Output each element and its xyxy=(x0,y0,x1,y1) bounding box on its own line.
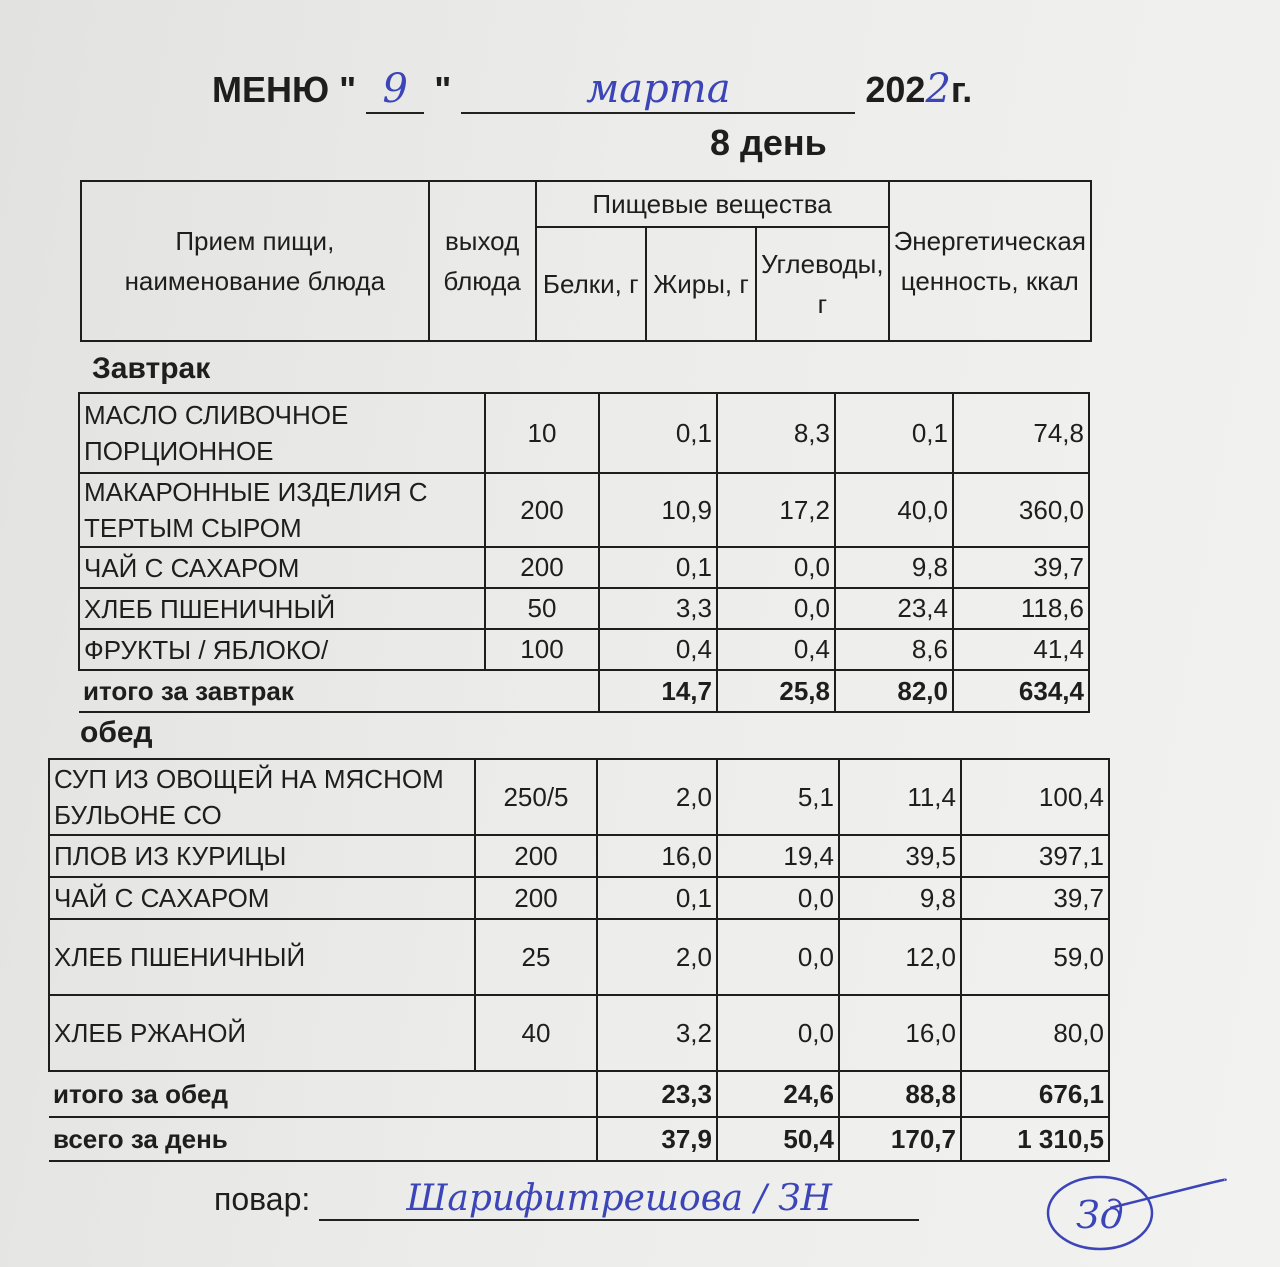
dish-protein: 3,3 xyxy=(599,588,717,629)
dish-protein: 0,4 xyxy=(599,629,717,670)
dish-name: ХЛЕБ ПШЕНИЧНЫЙ xyxy=(79,588,485,629)
quote-close: " xyxy=(434,69,452,110)
dish-yield: 40 xyxy=(475,995,597,1071)
year-handwritten: 2 xyxy=(925,66,951,112)
cook-signature: Шарифитрешова / ЗН xyxy=(319,1178,919,1221)
dish-carbs: 39,5 xyxy=(839,835,961,877)
dish-name: СУП ИЗ ОВОЩЕЙ НА МЯСНОМ БУЛЬОНЕ СО xyxy=(49,759,475,835)
day-number: 8 день xyxy=(710,122,827,163)
dish-energy: 118,6 xyxy=(953,588,1089,629)
dish-fat: 0,4 xyxy=(717,629,835,670)
dish-energy: 74,8 xyxy=(953,393,1089,473)
day-total-label: всего за день xyxy=(49,1117,597,1161)
dish-protein: 0,1 xyxy=(597,877,717,919)
table-row xyxy=(79,393,1089,473)
meal-column-header: Прием пищи, наименование блюда xyxy=(81,181,429,341)
nutrients-column-header: Пищевые вещества xyxy=(536,181,889,227)
dish-yield: 50 xyxy=(485,588,599,629)
total-label: итого за завтрак xyxy=(79,670,599,712)
table-row xyxy=(79,547,1089,588)
month-handwritten: марта xyxy=(461,66,855,114)
dish-carbs: 23,4 xyxy=(835,588,953,629)
dish-energy: 100,4 xyxy=(961,759,1109,835)
dish-name: ЧАЙ С САХАРОМ xyxy=(49,877,475,919)
dish-protein: 2,0 xyxy=(597,759,717,835)
dish-yield: 250/5 xyxy=(475,759,597,835)
cook-label: повар: xyxy=(214,1181,311,1217)
dish-yield: 200 xyxy=(485,547,599,588)
table-row xyxy=(79,588,1089,629)
dish-yield: 200 xyxy=(485,473,599,547)
signature-text: Зд xyxy=(1076,1193,1124,1237)
table-row xyxy=(49,877,1109,919)
dish-fat: 0,0 xyxy=(717,547,835,588)
dish-carbs: 9,8 xyxy=(839,877,961,919)
table-row xyxy=(49,995,1109,1071)
dish-carbs: 16,0 xyxy=(839,995,961,1071)
dish-fat: 17,2 xyxy=(717,473,835,547)
dish-yield: 100 xyxy=(485,629,599,670)
dish-energy: 397,1 xyxy=(961,835,1109,877)
dish-carbs: 0,1 xyxy=(835,393,953,473)
dish-fat: 0,0 xyxy=(717,588,835,629)
energy-column-header: Энергетическая ценность, ккал xyxy=(889,181,1091,341)
dish-carbs: 9,8 xyxy=(835,547,953,588)
cook-line xyxy=(214,1178,919,1221)
lunch-title: обед xyxy=(80,716,153,749)
dish-fat: 0,0 xyxy=(717,877,839,919)
total-carbs: 82,0 xyxy=(835,670,953,712)
table-row xyxy=(79,473,1089,547)
quote-open: " xyxy=(339,69,357,110)
dish-name: ПЛОВ ИЗ КУРИЦЫ xyxy=(49,835,475,877)
total-protein: 14,7 xyxy=(599,670,717,712)
year-printed: 202 xyxy=(865,69,926,110)
dish-protein: 2,0 xyxy=(597,919,717,995)
table-row xyxy=(49,835,1109,877)
dish-energy: 39,7 xyxy=(961,877,1109,919)
dish-protein: 16,0 xyxy=(597,835,717,877)
total-fat: 24,6 xyxy=(717,1071,839,1117)
protein-column-header: Белки, г xyxy=(536,227,646,341)
dish-energy: 39,7 xyxy=(953,547,1089,588)
lunch-total-row xyxy=(49,1071,1109,1117)
dish-carbs: 11,4 xyxy=(839,759,961,835)
total-label: итого за обед xyxy=(49,1071,597,1117)
total-energy: 634,4 xyxy=(953,670,1089,712)
menu-label: МЕНЮ xyxy=(212,69,330,110)
dish-yield: 25 xyxy=(475,919,597,995)
lunch-table xyxy=(48,758,1110,1162)
dish-yield: 200 xyxy=(475,835,597,877)
day-total-fat: 50,4 xyxy=(717,1117,839,1161)
dish-carbs: 8,6 xyxy=(835,629,953,670)
dish-name: ФРУКТЫ / ЯБЛОКО/ xyxy=(79,629,485,670)
table-row xyxy=(79,629,1089,670)
day-handwritten: 9 xyxy=(366,66,424,114)
dish-name: ХЛЕБ ПШЕНИЧНЫЙ xyxy=(49,919,475,995)
dish-protein: 10,9 xyxy=(599,473,717,547)
yield-column-header: выход блюда xyxy=(429,181,536,341)
dish-protein: 0,1 xyxy=(599,547,717,588)
dish-name: ЧАЙ С САХАРОМ xyxy=(79,547,485,588)
fat-column-header: Жиры, г xyxy=(646,227,756,341)
dish-protein: 0,1 xyxy=(599,393,717,473)
table-row xyxy=(49,759,1109,835)
year-suffix: г. xyxy=(950,69,973,110)
dish-carbs: 40,0 xyxy=(835,473,953,547)
dish-yield: 200 xyxy=(475,877,597,919)
total-protein: 23,3 xyxy=(597,1071,717,1117)
dish-fat: 5,1 xyxy=(717,759,839,835)
day-total-protein: 37,9 xyxy=(597,1117,717,1161)
day-total-row xyxy=(49,1117,1109,1161)
header-table xyxy=(80,180,1092,342)
signature-scribble xyxy=(1040,1168,1230,1258)
dish-energy: 41,4 xyxy=(953,629,1089,670)
dish-fat: 0,0 xyxy=(717,995,839,1071)
breakfast-title: Завтрак xyxy=(92,352,211,385)
day-total-carbs: 170,7 xyxy=(839,1117,961,1161)
dish-yield: 10 xyxy=(485,393,599,473)
dish-protein: 3,2 xyxy=(597,995,717,1071)
day-total-energy: 1 310,5 xyxy=(961,1117,1109,1161)
dish-fat: 19,4 xyxy=(717,835,839,877)
dish-fat: 8,3 xyxy=(717,393,835,473)
dish-name: ХЛЕБ РЖАНОЙ xyxy=(49,995,475,1071)
dish-energy: 360,0 xyxy=(953,473,1089,547)
breakfast-table xyxy=(78,392,1090,713)
dish-name: МАСЛО СЛИВОЧНОЕ ПОРЦИОННОЕ xyxy=(79,393,485,473)
table-row xyxy=(49,919,1109,995)
dish-name: МАКАРОННЫЕ ИЗДЕЛИЯ С ТЕРТЫМ СЫРОМ xyxy=(79,473,485,547)
dish-energy: 59,0 xyxy=(961,919,1109,995)
total-carbs: 88,8 xyxy=(839,1071,961,1117)
total-fat: 25,8 xyxy=(717,670,835,712)
menu-title-line xyxy=(212,66,972,114)
total-energy: 676,1 xyxy=(961,1071,1109,1117)
dish-carbs: 12,0 xyxy=(839,919,961,995)
signature-mark xyxy=(1040,1168,1230,1258)
dish-fat: 0,0 xyxy=(717,919,839,995)
breakfast-total-row xyxy=(79,670,1089,712)
carbs-column-header: Углеводы, г xyxy=(756,227,888,341)
dish-energy: 80,0 xyxy=(961,995,1109,1071)
